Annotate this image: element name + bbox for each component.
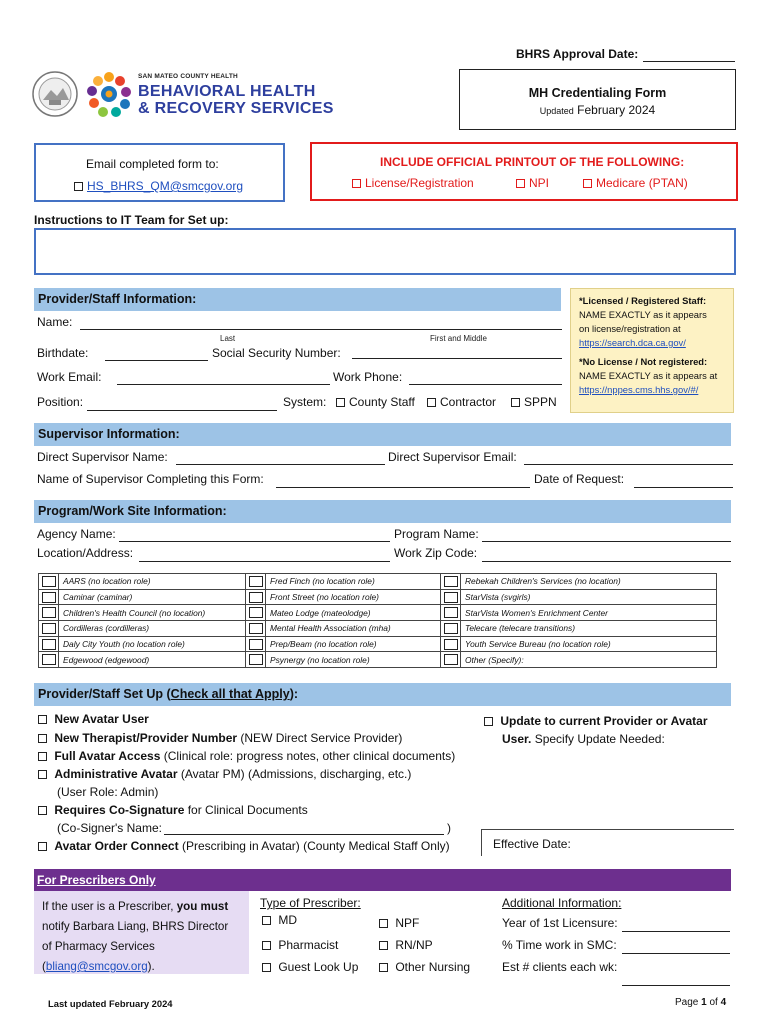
new-therapist-checkbox[interactable]: [38, 734, 47, 743]
site-label: Cordilleras (cordilleras): [59, 621, 246, 637]
approval-date-field[interactable]: [643, 61, 735, 62]
cosignature-checkbox[interactable]: [38, 806, 47, 815]
footer-last-updated: Last updated February 2024: [48, 998, 173, 1009]
setup-order-connect[interactable]: [38, 839, 450, 853]
license-checkbox[interactable]: [352, 179, 361, 188]
direct-supervisor-email-field[interactable]: [524, 464, 733, 465]
licensed-note-box: [570, 288, 734, 413]
other-nursing-checkbox[interactable]: [379, 963, 388, 972]
site-checkbox[interactable]: [42, 576, 56, 587]
update-label-1: Update to current Provider or Avatar: [500, 714, 708, 728]
system-county-staff[interactable]: [336, 395, 415, 409]
cosigner-label: (Co-Signer's Name:: [57, 821, 162, 835]
county-seal-icon: [31, 70, 79, 118]
page-total: 4: [720, 997, 727, 1008]
site-checkbox-cell[interactable]: [39, 621, 59, 637]
setup-cosignature[interactable]: [38, 803, 308, 817]
effective-date-box[interactable]: [481, 829, 734, 856]
printout-npi[interactable]: [516, 176, 549, 190]
site-checkbox-cell[interactable]: [39, 574, 59, 590]
cosignature-label: Requires Co-Signature: [54, 803, 185, 817]
ssn-field[interactable]: [352, 358, 562, 359]
pharmacist-checkbox[interactable]: [262, 941, 271, 950]
site-checkbox[interactable]: [249, 576, 263, 587]
sppn-label: SPPN: [524, 395, 557, 409]
license-label: License/Registration: [365, 176, 474, 190]
year-licensure-label: Year of 1st Licensure:: [502, 916, 618, 930]
cosigner-field[interactable]: [164, 834, 444, 835]
supervisor-section-title: Supervisor Information:: [34, 423, 731, 446]
program-name-field[interactable]: [482, 541, 731, 542]
medicare-label: Medicare (PTAN): [596, 176, 688, 190]
site-checkbox[interactable]: [444, 623, 458, 634]
table-row: [39, 574, 717, 590]
form-title-box: [459, 69, 736, 130]
no-license-note-title: *No License / Not registered:: [579, 356, 708, 367]
it-instructions-label: Instructions to IT Team for Set up:: [34, 213, 229, 227]
note1-bold: you must: [176, 900, 229, 913]
printout-medicare[interactable]: [583, 176, 688, 190]
site-label: Mateo Lodge (mateolodge): [266, 605, 441, 621]
site-checkbox[interactable]: [444, 639, 458, 650]
site-label: Telecare (telecare transitions): [461, 621, 717, 637]
new-avatar-label: New Avatar User: [54, 712, 149, 726]
work-email-label: Work Email:: [37, 370, 102, 384]
note4-post: ).: [147, 960, 155, 973]
guest-checkbox[interactable]: [262, 963, 271, 972]
site-checkbox[interactable]: [249, 639, 263, 650]
setup-new-avatar[interactable]: [38, 712, 149, 726]
clients-week-label: Est # clients each wk:: [502, 960, 618, 974]
order-connect-desc: (Prescribing in Avatar) (County Medical Staff Only): [178, 839, 450, 853]
work-sites-table: [38, 573, 717, 668]
zip-field[interactable]: [482, 561, 731, 562]
table-row: [39, 621, 717, 637]
table-row: [39, 652, 717, 668]
admin-avatar-label: Administrative Avatar: [54, 767, 178, 781]
site-label: Psynergy (no location role): [266, 652, 441, 668]
provider-section-title: Provider/Staff Information:: [34, 288, 561, 311]
approval-date-label: BHRS Approval Date:: [516, 47, 639, 61]
new-therapist-desc: (NEW Direct Service Provider): [237, 731, 403, 745]
sppn-checkbox[interactable]: [511, 398, 520, 407]
type-other-nursing[interactable]: [379, 960, 470, 974]
site-checkbox-cell[interactable]: [441, 589, 461, 605]
site-checkbox-cell[interactable]: [441, 636, 461, 652]
cosigner-close: ): [447, 821, 451, 835]
full-avatar-desc: (Clinical role: progress notes, other clinical documents): [160, 749, 456, 763]
other-nursing-label: Other Nursing: [395, 960, 471, 974]
site-label: StarVista Women's Enrichment Center: [461, 605, 717, 621]
type-pharmacist[interactable]: [262, 938, 338, 952]
printout-box: [310, 142, 738, 201]
site-checkbox-cell[interactable]: [246, 621, 266, 637]
position-field[interactable]: [87, 410, 277, 411]
cosignature-desc: for Clinical Documents: [184, 803, 308, 817]
note4-pre: (: [42, 960, 46, 973]
birthdate-label: Birthdate:: [37, 346, 89, 360]
program-section-title: Program/Work Site Information:: [34, 500, 731, 523]
site-checkbox[interactable]: [249, 654, 263, 665]
licensed-note-title: *Licensed / Registered Staff:: [579, 295, 707, 306]
time-smc-field[interactable]: [622, 953, 730, 954]
updated-prefix: Updated: [539, 106, 574, 116]
email-box: [34, 143, 285, 202]
full-avatar-checkbox[interactable]: [38, 752, 47, 761]
note1-text: If the user is a Prescriber,: [42, 900, 174, 913]
location-field[interactable]: [139, 561, 390, 562]
update-desc: Specify Update Needed:: [531, 732, 665, 746]
contractor-checkbox[interactable]: [427, 398, 436, 407]
licensed-note-text2: on license/registration at: [579, 323, 681, 334]
site-label: Rebekah Children's Services (no location): [461, 574, 717, 590]
form-updated: [460, 103, 735, 117]
setup-new-therapist[interactable]: [38, 731, 402, 745]
system-label: System:: [283, 395, 327, 409]
site-checkbox-cell[interactable]: [39, 652, 59, 668]
system-contractor[interactable]: [427, 395, 496, 409]
printout-license[interactable]: [352, 176, 474, 190]
org-name-line2: & RECOVERY SERVICES: [138, 100, 334, 117]
site-label: StarVista (svgirls): [461, 589, 717, 605]
pharmacist-label: Pharmacist: [278, 938, 339, 952]
completing-supervisor-label: Name of Supervisor Completing this Form:: [37, 472, 264, 486]
direct-supervisor-name-field[interactable]: [176, 464, 385, 465]
site-checkbox[interactable]: [42, 639, 56, 650]
completing-supervisor-field[interactable]: [276, 487, 530, 488]
bhrs-logo-icon: [84, 70, 134, 120]
position-label: Position:: [37, 395, 84, 409]
site-checkbox-cell[interactable]: [441, 605, 461, 621]
site-checkbox-cell[interactable]: [39, 605, 59, 621]
setup-title-link: Check all that Apply: [170, 687, 290, 701]
type-rnnp[interactable]: [379, 938, 433, 952]
setup-full-avatar[interactable]: [38, 749, 455, 763]
date-of-request-field[interactable]: [634, 487, 733, 488]
site-checkbox-cell[interactable]: [39, 589, 59, 605]
update-label-2: User.: [502, 732, 532, 746]
medicare-checkbox[interactable]: [583, 179, 592, 188]
order-connect-checkbox[interactable]: [38, 842, 47, 851]
site-checkbox-cell[interactable]: [246, 574, 266, 590]
first-middle-label: First and Middle: [430, 334, 487, 343]
table-row: [39, 589, 717, 605]
additional-info-label: Additional Information:: [502, 896, 622, 910]
name-field[interactable]: [80, 329, 562, 330]
prescriber-type-label: Type of Prescriber:: [260, 896, 361, 910]
site-label: Youth Service Bureau (no location role): [461, 636, 717, 652]
work-phone-field[interactable]: [409, 384, 562, 385]
site-checkbox[interactable]: [42, 607, 56, 618]
site-label: Fred Finch (no location role): [266, 574, 441, 590]
prescriber-note-line3: of Pharmacy Services: [42, 940, 155, 953]
new-avatar-checkbox[interactable]: [38, 715, 47, 724]
site-checkbox-cell[interactable]: [441, 621, 461, 637]
npi-label: NPI: [529, 176, 550, 190]
setup-section-title: [34, 683, 731, 706]
setup-title-suffix: ):: [289, 687, 299, 701]
md-label: MD: [278, 913, 298, 927]
birthdate-field[interactable]: [105, 360, 208, 361]
program-name-label: Program Name:: [394, 527, 479, 541]
site-checkbox[interactable]: [444, 607, 458, 618]
direct-supervisor-email-label: Direct Supervisor Email:: [388, 450, 517, 464]
site-label: Mental Health Association (mha): [266, 621, 441, 637]
prescriber-note-line4: [42, 957, 241, 977]
effective-date-label: Effective Date:: [493, 837, 571, 851]
prescriber-note-line2: notify Barbara Liang, BHRS Director: [42, 920, 229, 933]
page-num: 1: [701, 997, 707, 1008]
rnnp-label: RN/NP: [395, 938, 433, 952]
type-guest[interactable]: [262, 960, 358, 974]
licensed-note-text1: NAME EXACTLY as it appears: [579, 309, 707, 320]
site-checkbox-cell[interactable]: [441, 574, 461, 590]
name-label: Name:: [37, 315, 73, 329]
last-label: Last: [220, 334, 236, 343]
footer-page-number: [675, 997, 726, 1008]
email-link[interactable]: HS_BHRS_QM@smcgov.org: [87, 179, 243, 193]
npf-checkbox[interactable]: [379, 919, 388, 928]
location-label: Location/Address:: [37, 546, 134, 560]
system-sppn[interactable]: [511, 395, 557, 409]
site-label: Daly City Youth (no location role): [59, 636, 246, 652]
npf-label: NPF: [395, 916, 420, 930]
dca-link[interactable]: https://search.dca.ca.gov/: [579, 337, 686, 348]
site-checkbox[interactable]: [42, 654, 56, 665]
setup-title-prefix: Provider/Staff Set Up (: [38, 687, 171, 701]
printout-title: INCLUDE OFFICIAL PRINTOUT OF THE FOLLOWING:: [380, 155, 685, 169]
site-checkbox-cell[interactable]: [441, 652, 461, 668]
it-instructions-field[interactable]: [34, 228, 736, 275]
agency-name-field[interactable]: [119, 541, 390, 542]
site-label: Edgewood (edgewood): [59, 652, 246, 668]
prescriber-note-line1: [42, 897, 241, 917]
rnnp-checkbox[interactable]: [379, 941, 388, 950]
site-checkbox[interactable]: [444, 592, 458, 603]
zip-label: Work Zip Code:: [394, 546, 478, 560]
page-prefix: Page: [675, 997, 699, 1008]
site-checkbox-cell[interactable]: [39, 636, 59, 652]
no-license-note-text: NAME EXACTLY as it appears at: [579, 370, 718, 381]
site-label: Caminar (caminar): [59, 589, 246, 605]
site-checkbox-cell[interactable]: [246, 652, 266, 668]
full-avatar-label: Full Avatar Access: [54, 749, 161, 763]
ssn-label: Social Security Number:: [212, 346, 341, 360]
npi-checkbox[interactable]: [516, 179, 525, 188]
date-of-request-label: Date of Request:: [534, 472, 625, 486]
setup-update[interactable]: [484, 712, 708, 748]
site-label: Prep/Beam (no location role): [266, 636, 441, 652]
type-npf[interactable]: [379, 916, 419, 930]
county-staff-checkbox[interactable]: [336, 398, 345, 407]
site-checkbox[interactable]: [42, 592, 56, 603]
site-checkbox-cell[interactable]: [246, 636, 266, 652]
email-checkbox[interactable]: [74, 182, 83, 191]
site-checkbox[interactable]: [249, 607, 263, 618]
year-licensure-field[interactable]: [622, 931, 730, 932]
nppes-link[interactable]: https://nppes.cms.hhs.gov/#/: [579, 384, 699, 395]
table-row: [39, 605, 717, 621]
contractor-label: Contractor: [440, 395, 497, 409]
updated-date: February 2024: [577, 103, 656, 117]
email-label: Email completed form to:: [86, 157, 219, 171]
admin-avatar-desc: (Avatar PM) (Admissions, discharging, etc.): [177, 767, 412, 781]
table-row: [39, 636, 717, 652]
bliang-email-link[interactable]: bliang@smcgov.org: [45, 960, 148, 973]
org-name-line1: BEHAVIORAL HEALTH: [138, 83, 316, 100]
site-label: Front Street (no location role): [266, 589, 441, 605]
work-phone-label: Work Phone:: [333, 370, 403, 384]
form-title: MH Credentialing Form: [528, 86, 667, 100]
agency-name-label: Agency Name:: [37, 527, 116, 541]
county-staff-label: County Staff: [349, 395, 415, 409]
site-checkbox-cell[interactable]: [246, 605, 266, 621]
prescriber-note-box: [34, 891, 249, 974]
admin-user-role: (User Role: Admin): [57, 785, 159, 799]
email-address-row[interactable]: [74, 179, 243, 193]
site-label: Other (Specify):: [461, 652, 717, 668]
prescribers-section-title: [34, 869, 731, 891]
type-md[interactable]: [262, 913, 297, 927]
org-small-name: SAN MATEO COUNTY HEALTH: [138, 73, 238, 80]
site-checkbox[interactable]: [42, 623, 56, 634]
site-checkbox[interactable]: [444, 576, 458, 587]
site-checkbox-cell[interactable]: [246, 589, 266, 605]
md-checkbox[interactable]: [262, 916, 271, 925]
site-checkbox[interactable]: [249, 623, 263, 634]
page-of: of: [709, 997, 718, 1008]
work-email-field[interactable]: [117, 384, 330, 385]
site-label: Children's Health Council (no location): [59, 605, 246, 621]
order-connect-label: Avatar Order Connect: [54, 839, 179, 853]
setup-admin-avatar[interactable]: [38, 767, 411, 781]
time-smc-label: % Time work in SMC:: [502, 938, 617, 952]
site-checkbox[interactable]: [444, 654, 458, 665]
direct-supervisor-name-label: Direct Supervisor Name:: [37, 450, 168, 464]
site-checkbox[interactable]: [249, 592, 263, 603]
admin-avatar-checkbox[interactable]: [38, 770, 47, 779]
update-checkbox[interactable]: [484, 717, 493, 726]
new-therapist-label: New Therapist/Provider Number: [54, 731, 238, 745]
clients-week-field[interactable]: [622, 985, 730, 986]
prescribers-title-text: For Prescribers Only: [37, 873, 156, 887]
site-label: AARS (no location role): [59, 574, 246, 590]
guest-label: Guest Look Up: [278, 960, 359, 974]
